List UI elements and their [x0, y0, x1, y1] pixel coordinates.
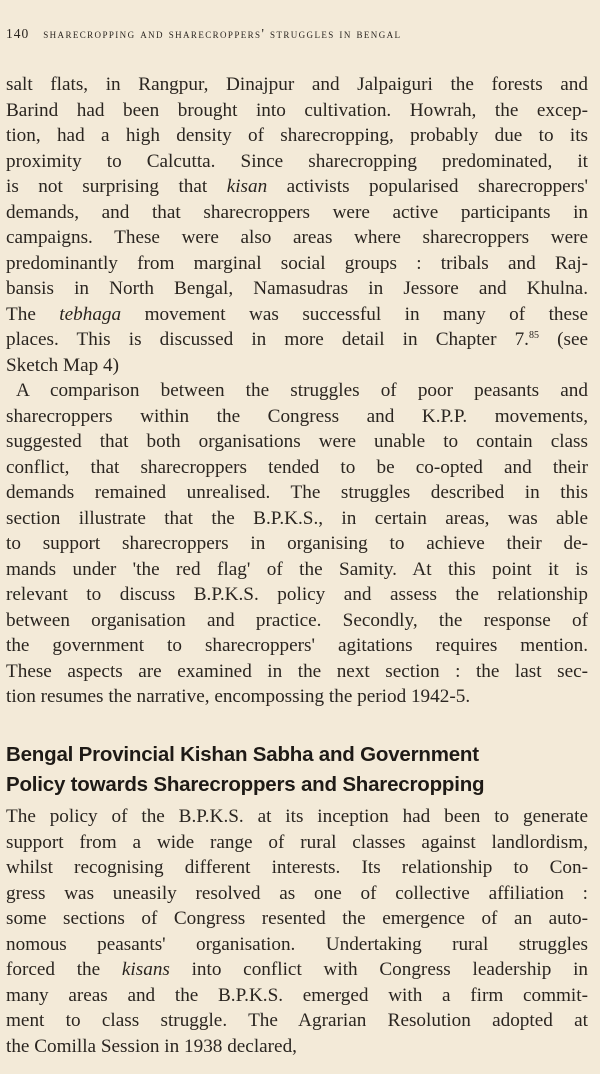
text-line: demands remained unrealised. The struggles described in this — [6, 482, 588, 503]
text-line: to support sharecroppers in organising to achieve their de- — [6, 533, 588, 554]
section-heading-line: Policy towards Sharecroppers and Sharecropping — [6, 773, 485, 796]
text-line: The policy of the B.P.K.S. at its inception had been to generate — [6, 806, 588, 827]
text-line: gress was uneasily resolved as one of collective affiliation : — [6, 882, 588, 904]
text-line: sharecroppers within the Congress and K.P.P. movements, — [6, 405, 588, 427]
text-line: Sketch Map 4) — [6, 354, 119, 376]
text-line: relevant to discuss B.P.K.S. policy and assess the relationship — [6, 584, 588, 605]
text-line: nomous peasants' organisation. Undertaking rural struggles — [6, 933, 588, 955]
text-line: some sections of Congress resented the emergence of an auto- — [6, 908, 588, 929]
running-title: sharecropping and sharecroppers' struggles in bengal — [43, 26, 402, 41]
paragraph-2 — [6, 378, 588, 710]
text-line: Barind had been brought into cultivation. Howrah, the excep- — [6, 99, 588, 121]
text-line: tion resumes the narrative, encompossing the period 1942-5. — [6, 686, 471, 707]
paragraph-3 — [6, 804, 588, 1059]
section-heading — [6, 740, 588, 800]
footnote-reference: 85 — [528, 330, 539, 341]
text-line: suggested that both organisations were unable to contain class — [6, 431, 588, 452]
text-line: is not surprising that kisan activists popularised sharecroppers' — [6, 176, 588, 197]
text-line: the Comilla Session in 1938 declared, — [6, 1035, 297, 1057]
text-line: between organisation and practice. Secondly, the response of — [6, 609, 588, 631]
italic-term: kisan — [226, 176, 268, 197]
text-line: forced the kisans into conflict with Congress leadership in — [6, 959, 588, 980]
text-line: A comparison between the struggles of poor peasants and — [16, 380, 588, 401]
paragraph-1 — [6, 72, 588, 378]
italic-term: kisans — [121, 959, 170, 980]
running-head — [6, 26, 588, 46]
text-line: proximity to Calcutta. Since sharecropping predominated, it — [6, 150, 588, 172]
text-line: places. This is discussed in more detail in Chapter 7.85 (see — [6, 329, 588, 350]
text-line: mands under 'the red flag' of the Samity. At this point it is — [6, 558, 588, 580]
text-line: campaigns. These were also areas where sharecroppers were — [6, 227, 588, 248]
text-line: whilst recognising different interests. Its relationship to Con- — [6, 857, 588, 878]
text-line: bansis in North Bengal, Namasudras in Jessore and Khulna. — [6, 278, 588, 299]
text-line: support from a wide range of rural classes against landlordism, — [6, 831, 588, 853]
page-number: 140 — [6, 26, 30, 41]
text-line: section illustrate that the B.P.K.S., in certain areas, was able — [6, 507, 588, 529]
section-heading-line: Bengal Provincial Kishan Sabha and Government — [6, 743, 479, 766]
text-line: These aspects are examined in the next section : the last sec- — [6, 660, 588, 682]
text-line: ment to class struggle. The Agrarian Resolution adopted at — [6, 1010, 588, 1031]
text-line: tion, had a high density of sharecropping, probably due to its — [6, 125, 588, 146]
text-line: many areas and the B.P.K.S. emerged with a firm commit- — [6, 984, 588, 1006]
text-line: the government to sharecroppers' agitations requires mention. — [6, 635, 588, 656]
text-line: The tebhaga movement was successful in many of these — [6, 303, 588, 325]
text-line: salt flats, in Rangpur, Dinajpur and Jalpaiguri the forests and — [6, 74, 588, 95]
text-line: predominantly from marginal social groups : tribals and Raj- — [6, 252, 588, 274]
text-line: demands, and that sharecroppers were active participants in — [6, 201, 588, 223]
text-line: conflict, that sharecroppers tended to be co-opted and their — [6, 456, 588, 478]
italic-term: tebhaga — [59, 303, 122, 325]
